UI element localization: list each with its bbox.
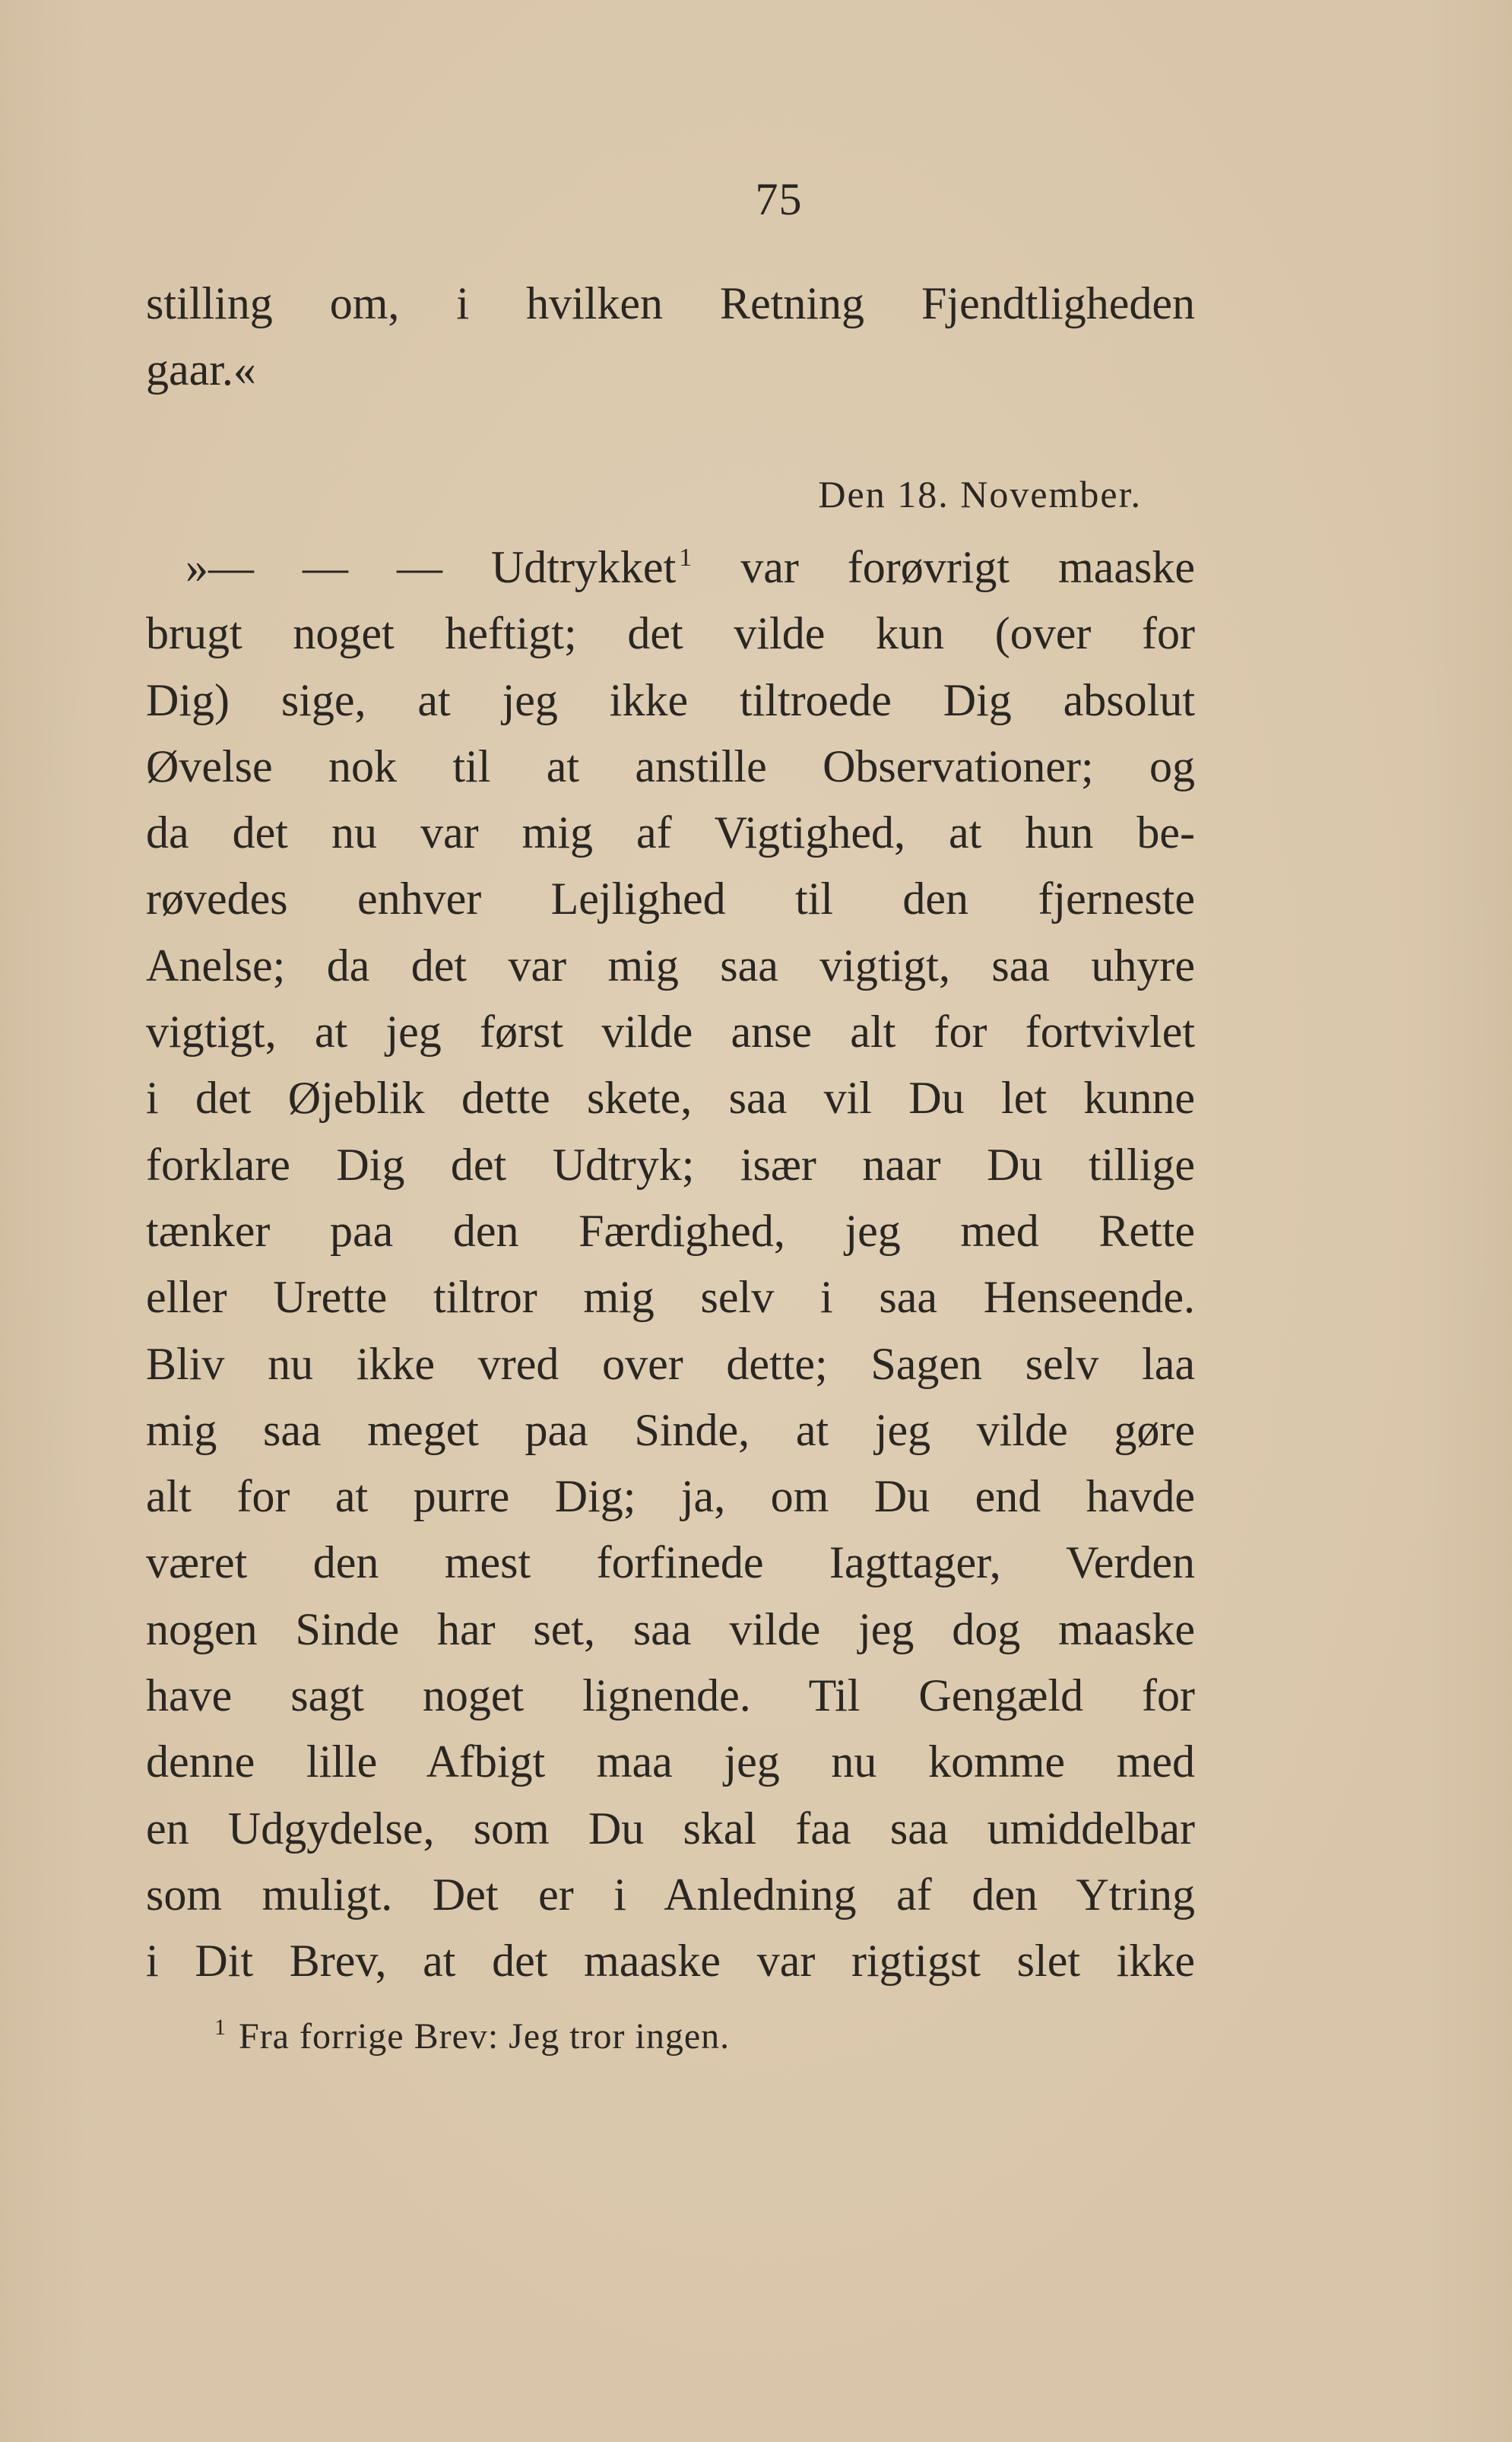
text-line: stilling om, i hvilken Retning Fjendtligheden [146, 278, 1195, 328]
text-line: Anelse; da det var mig saa vigtigt, saa uhyre [146, 940, 1195, 991]
text-line: vigtigt, at jeg først vilde anse alt for fortvivlet [146, 1007, 1195, 1058]
text-line: tænker paa den Færdighed, jeg med Rette [146, 1205, 1195, 1256]
text-line: røvedes enhver Lejlighed til den fjerneste [146, 874, 1195, 924]
text-line: forklare Dig det Udtryk; især naar Du tillige [146, 1139, 1195, 1190]
text-line: gaar.« [146, 344, 256, 395]
text-line: mig saa meget paa Sinde, at jeg vilde gøre [146, 1404, 1195, 1455]
text-line: brugt noget heftigt; det vilde kun (over for [146, 608, 1195, 659]
text-line: denne lille Afbigt maa jeg nu komme med [146, 1736, 1195, 1787]
line-suffix: var forøvrigt maaske [740, 542, 1195, 592]
text-line: i Dit Brev, at det maaske var rigtigst slet ikke [146, 1936, 1195, 1987]
footnote-marker: 1 [214, 2015, 227, 2040]
text-line: i det Øjeblik dette skete, saa vil Du let kunne [146, 1073, 1195, 1124]
text-line-first [146, 534, 1195, 601]
dateline: Den 18. November. [818, 473, 1142, 515]
text-line: Øvelse nok til at anstille Observationer; og [146, 741, 1195, 791]
letter-paragraph [146, 534, 1195, 1995]
text-line: eller Urette tiltror mig selv i saa Henseende. [146, 1272, 1195, 1323]
footnote-reference: 1 [679, 544, 693, 572]
footnote-text: Fra forrige Brev: Jeg tror ingen. [239, 2016, 731, 2057]
text-line: været den mest forfinede Iagttager, Verden [146, 1537, 1195, 1588]
text-line: alt for at purre Dig; ja, om Du end havde [146, 1471, 1195, 1522]
line-prefix: »— — — Udtrykket [185, 542, 677, 592]
text-line: Dig) sige, at jeg ikke tiltroede Dig absolut [146, 674, 1195, 725]
page-number: 75 [755, 174, 803, 224]
text-line: have sagt noget lignende. Til Gengæld for [146, 1670, 1195, 1721]
text-line: da det nu var mig af Vigtighed, at hun be- [146, 807, 1195, 858]
text-line: som muligt. Det er i Anledning af den Ytring [146, 1869, 1195, 1920]
footnote [214, 2010, 730, 2063]
text-line: en Udgydelse, som Du skal faa saa umiddelbar [146, 1803, 1195, 1854]
text-line: nogen Sinde har set, saa vilde jeg dog maaske [146, 1603, 1195, 1654]
opening-paragraph [146, 271, 1195, 404]
text-line: Bliv nu ikke vred over dette; Sagen selv laa [146, 1338, 1195, 1389]
